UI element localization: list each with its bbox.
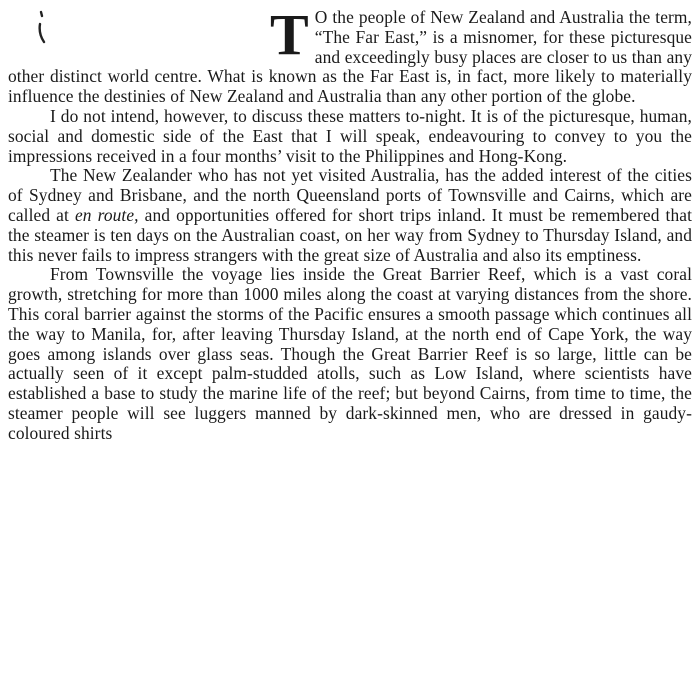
article-body [8, 2, 693, 444]
paragraph-text: O the people of New Zealand and Australia the term, “The Far East,” is a misnomer, for these picturesque and exceedingly busy places are closer to us than any other distinct world centre. What is known as the Far East is, in fact, more likely to materially influence the destinies of New Zealand and Australia than any other portion of the globe. [8, 7, 692, 107]
paragraph-text: I do not intend, however, to discuss these matters to-night. It is of the picturesque, human, social and domestic side of the East that I will speak, endeavouring to convey to you the impressions received in a four months’ visit to the Philippines and Hong-Kong. [8, 105, 692, 166]
paragraph-purpose [8, 107, 692, 166]
italic-phrase: en route, [74, 204, 139, 225]
paragraph-new-zealander [8, 166, 692, 265]
paragraph-barrier-reef [8, 265, 692, 443]
paragraph-text: and opportunities offered for short trips inland. It must be remembered that the steamer is ten days on the Australian coast, on her way from Sydney to Thursday Island, and this never fails to impress strangers with the great size of Australia and also its emptiness. [8, 204, 693, 265]
paragraph-text: From Townsville the voyage lies inside the Great Barrier Reef, which is a vast coral growth, stretching for more than 1000 miles along the coast at varying distances from the shore. This coral barrier against the storms of the Pacific ensures a smooth passage which continues all the way to Manila, for, after leaving Thursday Island, at the north end of Cape York, the way goes among islands over glass seas. Though the Great Barrier Reef is so large, little can be actually seen of it except palm-studded atolls, such as Low Island, where scientists have established a base to study the marine life of the reef; but beyond Cairns, from time to time, the steamer people will see luggers manned by dark-skinned men, who are dressed in gaudy-coloured shirts [8, 264, 692, 443]
paragraph-intro [8, 2, 692, 107]
paragraph-text: The New Zealander who has not yet visited Australia, has the added interest of the cities of Sydney and Brisbane, and the north Queensland ports of Townsville and Cairns, which are called at [8, 165, 692, 225]
drop-cap: T [270, 2, 309, 67]
